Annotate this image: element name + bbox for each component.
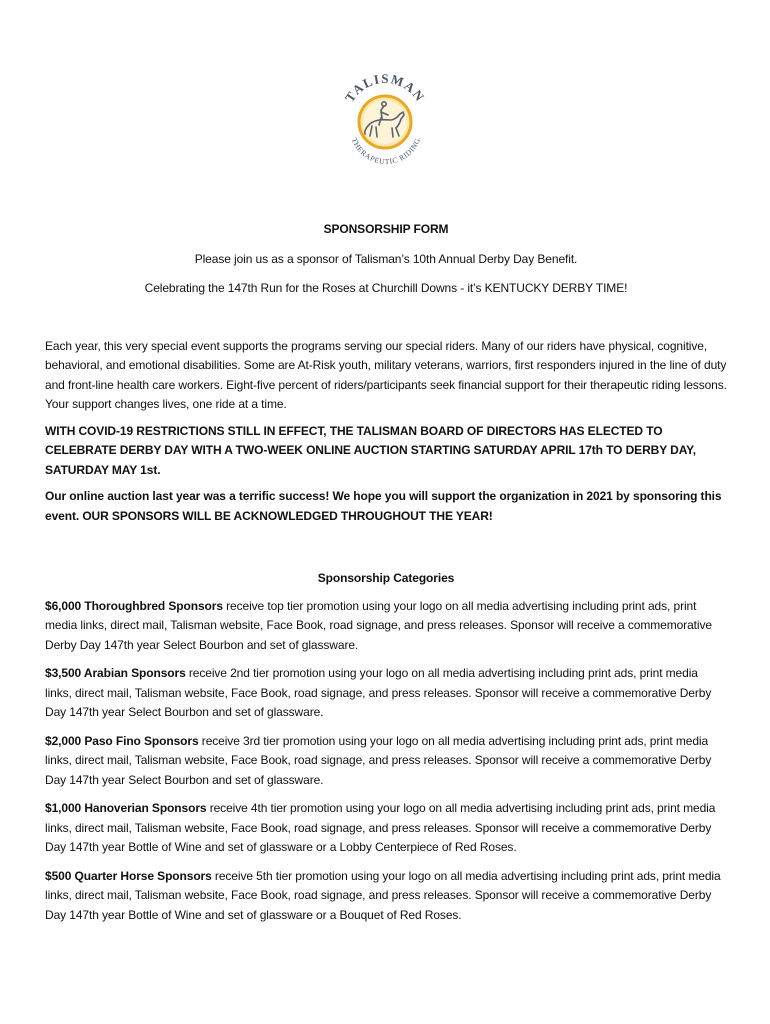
tier-thoroughbred bbox=[45, 597, 727, 656]
tier-arabian bbox=[45, 664, 727, 723]
success-notice: Our online auction last year was a terrific success! We hope you will support the organization in 2021 by sponsoring this event. OUR SPONSORS WILL BE ACKNOWLEDGED THROUGHOUT THE YEAR! bbox=[45, 489, 722, 523]
tier-description: receive 2nd tier promotion using your logo on all media advertising including print ads, print media links, direct mail, Talisman website, Face Book, road signage, and press releases. Sponsor will receive a commemorative Derby Day 147th year Select Bourbon and set of glassware. bbox=[45, 666, 712, 719]
tier-paso-fino bbox=[45, 732, 727, 791]
tier-description: receive 4th tier promotion using your logo on all media advertising including print ads, print media links, direct mail, Talisman website, Face Book, road signage, and press releases. Sponsor will receive a commemorative Derby Day 147th year Bottle of Wine and set of glassware or a Lobby Centerpiece of Red Roses. bbox=[45, 801, 716, 854]
intro-paragraph: Each year, this very special event supports the programs serving our special riders. Many of our riders have physical, cognitive, behavioral, and emotional disabilities. Some are At-Risk youth, military veterans, warriors, first responders injured in the line of duty and front-line health care workers. Eight-five percent of riders/participants seek financial support for their therapeutic riding lessons. Your support changes lives, one ride at a time. bbox=[45, 338, 727, 411]
logo-bottom-text: THERAPEUTIC RIDING bbox=[349, 136, 423, 167]
covid-notice: WITH COVID-19 RESTRICTIONS STILL IN EFFECT, THE TALISMAN BOARD OF DIRECTORS HAS ELECTED TO CELEBRATE DERBY DAY WITH A TWO-WEEK ONLINE AUCTION STARTING SATURDAY APRIL 17th TO DERBY DAY, SATURDAY MAY 1st. bbox=[45, 423, 696, 477]
tier-name: $2,000 Paso Fino Sponsors bbox=[45, 733, 199, 748]
invite-line: Please join us as a sponsor of Talisman’s 10th Annual Derby Day Benefit. bbox=[194, 251, 578, 266]
document-body bbox=[45, 220, 727, 934]
tier-description: receive 5th tier promotion using your logo on all media advertising including print ads, print media links, direct mail, Talisman website, Face Book, road signage, and press releases. Sponsor will receive a commemorative Derby Day 147th year Bottle of Wine and set of glassware or a Bouquet of Red Roses. bbox=[45, 868, 721, 922]
celebrate-line: Celebrating the 147th Run for the Roses at Churchill Downs - it’s KENTUCKY DERBY TIME! bbox=[144, 281, 628, 295]
tier-hanoverian bbox=[45, 799, 727, 858]
logo-top-text: TALISMAN bbox=[341, 70, 429, 105]
tier-name: $6,000 Thoroughbred Sponsors bbox=[45, 598, 223, 613]
talisman-logo-graphic bbox=[330, 62, 440, 174]
tier-description: receive 3rd tier promotion using your logo on all media advertising including print ads, print media links, direct mail, Talisman website, Face Book, road signage, and press releases. Sponsor will receive a commemorative Derby Day 147th year Select Bourbon and set of glassware. bbox=[45, 733, 712, 787]
tier-name: $500 Quarter Horse Sponsors bbox=[45, 868, 212, 883]
categories-heading: Sponsorship Categories bbox=[317, 571, 455, 585]
talisman-logo bbox=[330, 62, 440, 174]
tier-description: receive top tier promotion using your logo on all media advertising including print ads, print media links, direct mail, Talisman website, Face Book, road signage, and press releases. Sponsor will receive a commemorative Derby Day 147th year Select Bourbon and set of glassware. bbox=[45, 598, 712, 652]
form-title: SPONSORSHIP FORM bbox=[323, 222, 449, 236]
tier-name: $3,500 Arabian Sponsors bbox=[45, 666, 186, 680]
tier-name: $1,000 Hanoverian Sponsors bbox=[45, 801, 207, 815]
tier-quarter-horse bbox=[45, 867, 727, 926]
